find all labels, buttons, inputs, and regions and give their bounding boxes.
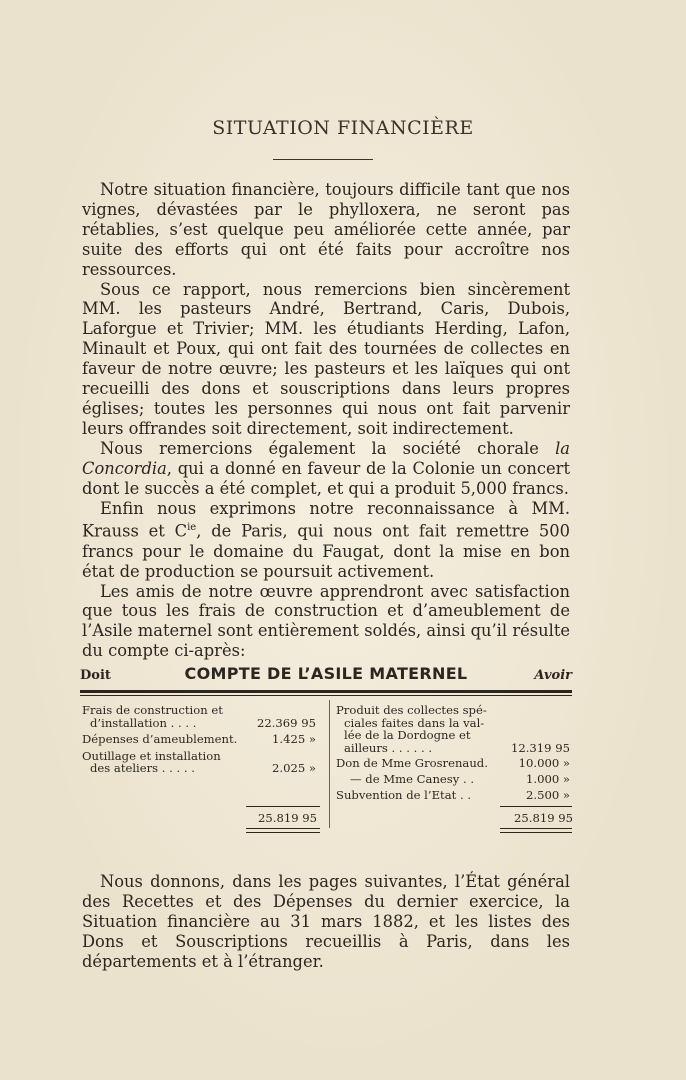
credit-label-line: Produit des collectes spé-	[336, 703, 487, 717]
paragraph-4	[82, 499, 570, 582]
debit-total-rule	[246, 806, 320, 807]
credit-label-line: lée de la Dordogne et	[344, 728, 471, 743]
closing-text	[82, 872, 570, 972]
avoir-label: Avoir	[534, 668, 572, 683]
debit-label-line: Dépenses d’ameublement.	[82, 732, 238, 747]
paragraph-3-text: Nous remercions également la société chorale	[100, 438, 556, 458]
debit-label-line: des ateliers . . . . .	[90, 761, 195, 776]
account-rule-thick	[80, 690, 572, 693]
credit-amount: 12.319 95	[510, 740, 570, 755]
credit-row	[336, 704, 572, 754]
credit-label-line: Subvention de l’Etat . .	[336, 787, 472, 802]
account-rule-thin	[80, 695, 572, 696]
debit-double-rule	[246, 828, 320, 833]
credit-label-line: ailleurs . . . . . .	[344, 740, 433, 755]
credit-amount: 10.000 »	[518, 756, 570, 771]
credit-amount: 1.000 »	[526, 771, 570, 786]
credit-label-line: — de Mme Canesy . .	[350, 771, 475, 786]
debit-total: 25.819 95	[258, 811, 318, 825]
account-header	[80, 664, 572, 688]
paragraph-4-text-cont: , de Paris, qui nous ont fait remettre 500 francs pour le domaine du Faugat, dont la mise en bon état de production se poursuit activement.	[82, 521, 570, 581]
credit-row	[336, 789, 572, 802]
credit-amount: 2.500 »	[526, 787, 570, 802]
paragraph-5: Les amis de notre œuvre apprendront avec satisfaction que tous les frais de construction et d’ameublement de l’Asile maternel sont entièrement soldés, ainsi qu’il résulte du compte ci-après:	[82, 581, 570, 661]
column-divider	[329, 700, 330, 828]
debit-amount: 1.425 »	[272, 732, 316, 747]
credit-label-line: ciales faites dans la val-	[344, 715, 485, 730]
debit-label-line: d’installation . . . .	[90, 715, 197, 730]
debit-amount: 22.369 95	[256, 715, 316, 730]
closing-paragraph: Nous donnons, dans les pages suivantes, l’État général des Recettes et des Dépenses du dernier exercice, la Situation financière au 31 mars 1882, et les listes des Dons et Souscriptions recueillis à Paris, dans les départements et à l’étranger.	[82, 872, 570, 971]
paragraph-3-text-cont: , qui a donné en faveur de la Colonie un concert dont le succès a été complet, et qui a produit 5,000 francs.	[82, 458, 570, 498]
debit-row	[82, 733, 322, 746]
debit-label-line: Frais de construction et	[82, 703, 223, 717]
paragraph-4-text: Enfin nous exprimons notre reconnaissance à MM. Krauss et C	[82, 498, 570, 541]
credit-double-rule	[500, 828, 572, 833]
credit-total-rule	[500, 806, 572, 807]
debit-amount: 2.025 »	[272, 761, 316, 776]
credit-row	[336, 773, 572, 786]
title-rule	[273, 159, 373, 160]
paragraph-1: Notre situation financière, toujours difficile tant que nos vignes, dévastées par le phylloxera, ne seront pas rétablies, s’est quelque peu améliorée cette année, par suite des efforts qui ont été faits pour accroître nos ressources.	[82, 180, 570, 279]
credit-label-line: Don de Mme Grosrenaud.	[336, 756, 488, 771]
doit-label: Doit	[80, 668, 111, 683]
account-title: COMPTE DE L’ASILE MATERNEL	[184, 664, 468, 683]
debit-column	[82, 704, 322, 775]
body-text	[82, 180, 570, 661]
debit-row	[82, 704, 322, 729]
company-abbrev: ie	[187, 522, 197, 534]
credit-total: 25.819 95	[514, 811, 574, 825]
paragraph-2: Sous ce rapport, nous remercions bien sincèrement MM. les pasteurs André, Bertrand, Caris, Dubois, Laforgue et Trivier; MM. les étudiants Herding, Lafon, Minault et Poux, qui ont fait des tournées de collectes en faveur de notre œuvre; les pasteurs et les laïques qui ont recueilli des dons et souscriptions dans leurs propres églises; toutes les personnes qui nous ont fait parvenir leurs offrandes soit directement, soit indirectement.	[82, 279, 570, 438]
concordia-name: la Concordia	[82, 438, 570, 478]
paragraph-3	[82, 439, 570, 499]
credit-row	[336, 757, 572, 770]
debit-label-line: Outillage et installation	[82, 748, 221, 763]
page-title: SITUATION FINANCIÈRE	[212, 117, 474, 139]
debit-row	[82, 750, 322, 775]
credit-column	[336, 704, 572, 801]
